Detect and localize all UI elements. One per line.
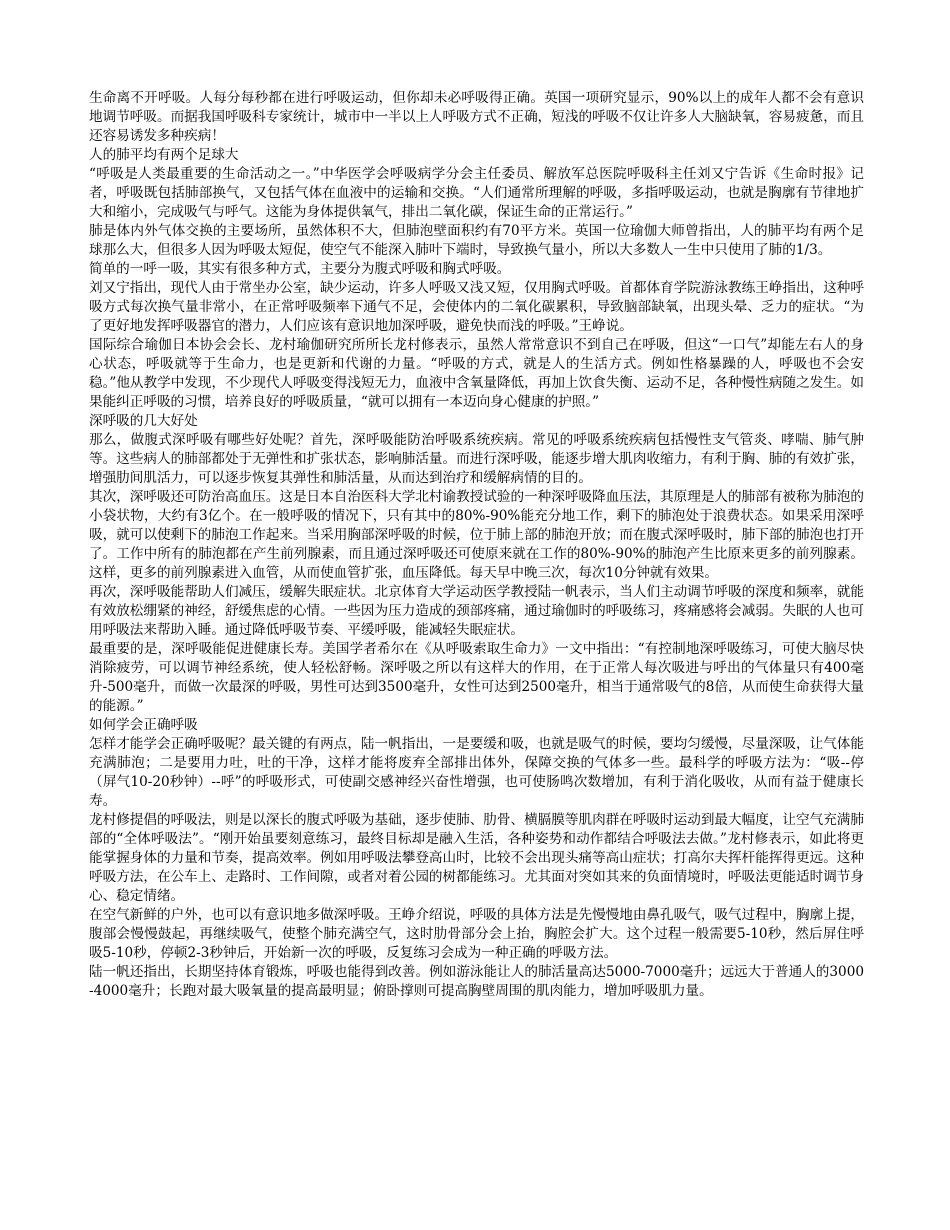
paragraph: 刘又宁指出，现代人由于常坐办公室，缺少运动，许多人呼吸又浅又短，仅用胸式呼吸。首都体育学院游泳教练王峥指出，这种呼吸方式每次换气量非常小，在正常呼吸频率下通气不足，会使体内的二氧化碳累积，导致脑部缺氧，出现头晕、乏力的症状。“为了更好地发挥呼吸器官的潜力，人们应该有意识地加深呼吸，避免快而浅的呼吸。”王峥说。 bbox=[89, 280, 864, 334]
paragraph: 简单的一呼一吸，其实有很多种方式，主要分为腹式呼吸和胸式呼吸。 bbox=[89, 261, 511, 277]
paragraph: 最重要的是，深呼吸能促进健康长寿。美国学者希尔在《从呼吸索取生命力》一文中指出：“有控制地深呼吸练习，可使大脑尽快消除疲劳，可以调节神经系统，使人轻松舒畅。深呼吸之所以有这样大的作用，在于正常人每次吸进与呼出的气体量只有400毫升-500毫升，而做一次最深的呼吸，男性可达到3500毫升，女性可达到2500毫升，相当于通常吸气的8倍，从而使生命获得大量的能源。” bbox=[89, 641, 864, 714]
section-heading-benefits: 深呼吸的几大好处 bbox=[89, 413, 198, 429]
paragraph: 怎样才能学会正确呼吸呢？最关键的有两点，陆一帆指出，一是要缓和吸，也就是吸气的时候，要均匀缓慢，尽量深吸，让气体能充满肺泡；二是要用力吐，吐的干净，这样才能将废弃全部排出体外，保障交换的气体多一些。最科学的呼吸方法为：“吸--停（屏气10-20秒钟）--呼”的呼吸形式，可使副交感神经兴奋性增强，也可使肠鸣次数增加，有利于消化吸收，从而有益于健康长寿。 bbox=[89, 736, 864, 809]
paragraph: 那么，做腹式深呼吸有哪些好处呢？首先，深呼吸能防治呼吸系统疾病。常见的呼吸系统疾病包括慢性支气管炎、哮喘、肺气肿等。这些病人的肺部都处于无弹性和扩张状态，影响肺活量。而进行深呼吸，能逐步增大肌肉收缩力，有利于胸、肺的有效扩张，增强肋间肌活力，可以逐步恢复其弹性和肺活量，从而达到治疗和缓解病情的目的。 bbox=[89, 432, 864, 486]
section-heading-lung-size: 人的肺平均有两个足球大 bbox=[89, 147, 239, 163]
paragraph: 国际综合瑜伽日本协会会长、龙村瑜伽研究所所长龙村修表示，虽然人常常意识不到自己在呼吸，但这“一口气”却能左右人的身心状态，呼吸就等于生命力，也是更新和代谢的力量。“呼吸的方式，就是人的生活方式。例如性格暴躁的人，呼吸也不会安稳。”他从教学中发现，不少现代人呼吸变得浅短无力，血液中含氧量降低，再加上饮食失衡、运动不足，各种慢性病随之发生。如果能纠正呼吸的习惯，培养良好的呼吸质量，“就可以拥有一本迈向身心健康的护照。” bbox=[89, 337, 864, 410]
paragraph: 陆一帆还指出，长期坚持体育锻炼，呼吸也能得到改善。例如游泳能让人的肺活量高达5000-7000毫升；远远大于普通人的3000-4000毫升；长跑对最大吸氧量的提高最明显；俯卧撑则可提高胸壁周围的肌肉能力，增加呼吸肌力量。 bbox=[89, 964, 864, 999]
paragraph: 再次，深呼吸能帮助人们减压，缓解失眠症状。北京体育大学运动医学教授陆一帆表示，当人们主动调节呼吸的深度和频率，就能有效放松绷紧的神经，舒缓焦虑的心情。一些因为压力造成的颈部疼痛，通过瑜伽时的呼吸练习，疼痛感将会减弱。失眠的人也可用呼吸法来帮助入睡。通过降低呼吸节奏、平缓呼吸，能减轻失眠症状。 bbox=[89, 584, 864, 638]
paragraph: 龙村修提倡的呼吸法，则是以深长的腹式呼吸为基础，逐步使肺、肋骨、横膈膜等肌肉群在呼吸时运动到最大幅度，让空气充满肺部的“全体呼吸法”。“刚开始虽要刻意练习，最终目标却是融入生活，各种姿势和动作都结合呼吸法去做。”龙村修表示，如此将更能掌握身体的力量和节奏，提高效率。例如用呼吸法攀登高山时，比较不会出现头痛等高山症状；打高尔夫挥杆能挥得更远。这种呼吸方法，在公车上、走路时、工作间隙，或者对着公园的树都能练习。尤其面对突如其来的负面情境时，呼吸法更能适时调节身心、稳定情绪。 bbox=[89, 812, 864, 904]
paragraph: 其次，深呼吸还可防治高血压。这是日本自治医科大学北村谕教授试验的一种深呼吸降血压法，其原理是人的肺部有被称为肺泡的小袋状物，大约有3亿个。在一般呼吸的情况下，只有其中的80%-90%能充分地工作，剩下的肺泡处于浪费状态。如果采用深呼吸，就可以使剩下的肺泡工作起来。当采用胸部深呼吸的时候，位于肺上部的肺泡开放；而在腹式深呼吸时，肺下部的肺泡也打开了。工作中所有的肺泡都在产生前列腺素，而且通过深呼吸还可使原来就在工作的80%-90%的肺泡产生比原来更多的前列腺素。这样，更多的前列腺素进入血管，从而使血管扩张，血压降低。每天早中晚三次，每次10分钟就有效果。 bbox=[89, 489, 864, 581]
paragraph: 在空气新鲜的户外，也可以有意识地多做深呼吸。王峥介绍说，呼吸的具体方法是先慢慢地由鼻孔吸气，吸气过程中，胸廓上提，腹部会慢慢鼓起，再继续吸气，使整个肺充满空气，这时肋骨部分会上抬，胸腔会扩大。这个过程一般需要5-10秒，然后屏住呼吸5-10秒，停顿2-3秒钟后，开始新一次的呼吸，反复练习会成为一种正确的呼吸方法。 bbox=[89, 907, 864, 961]
paragraph: “呼吸是人类最重要的生命活动之一。”中华医学会呼吸病学分会主任委员、解放军总医院呼吸科主任刘又宁告诉《生命时报》记者，呼吸既包括肺部换气，又包括气体在血液中的运输和交换。“人们通常所理解的呼吸，多指呼吸运动，也就是胸廓有节律地扩大和缩小，完成吸气与呼气。这能为身体提供氧气，排出二氧化碳，保证生命的正常运行。” bbox=[89, 166, 864, 220]
section-heading-how-to: 如何学会正确呼吸 bbox=[89, 717, 198, 733]
intro-paragraph: 生命离不开呼吸。人每分每秒都在进行呼吸运动，但你却未必呼吸得正确。英国一项研究显示，90%以上的成年人都不会有意识地调节呼吸。而据我国呼吸科专家统计，城市中一半以上人呼吸方式不正确，短浅的呼吸不仅让许多人大脑缺氧，容易疲惫，而且还容易诱发多种疾病！ bbox=[89, 90, 864, 144]
article-body bbox=[89, 89, 864, 1001]
paragraph: 肺是体内外气体交换的主要场所，虽然体积不大，但肺泡壁面积约有70平方米。英国一位瑜伽大师曾指出，人的肺平均有两个足球那么大，但很多人因为呼吸太短促，使空气不能深入肺叶下端时，导致换气量小，所以大多数人一生中只使用了肺的1/3。 bbox=[89, 223, 864, 258]
